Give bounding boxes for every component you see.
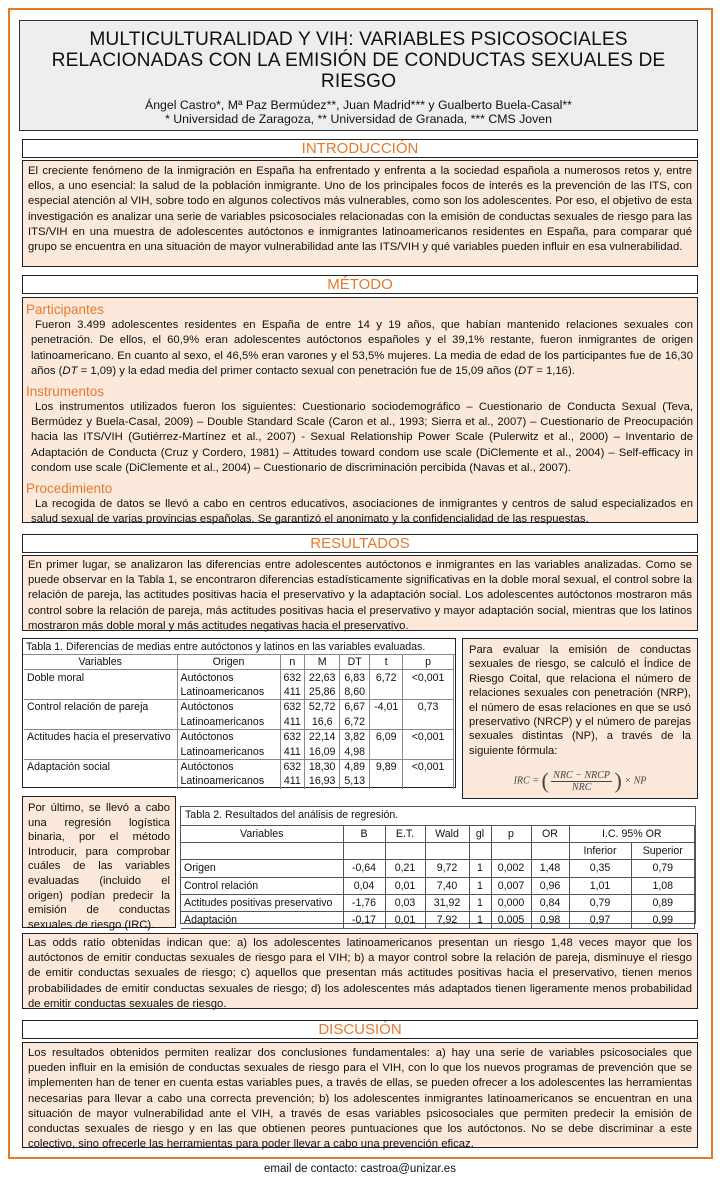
- table1-header-cell: t: [370, 655, 403, 670]
- table2-cell: Adaptación: [181, 911, 343, 928]
- table1-cell: Control relación de pareja: [24, 700, 177, 715]
- discussion-heading: DISCUSIÓN: [22, 1020, 698, 1039]
- table2-cell: Origen: [181, 860, 343, 877]
- table2-cell: 0,96: [531, 877, 569, 894]
- table1-cell: Autóctonos: [177, 670, 280, 685]
- table1-cell: Autóctonos: [177, 759, 280, 774]
- table1-cell: 22,14: [305, 729, 340, 744]
- table2-empty-cell: [343, 843, 385, 860]
- discussion-box: [22, 1042, 698, 1151]
- table2-empty-cell: [425, 843, 469, 860]
- odds-box: [22, 933, 698, 1009]
- results-heading: RESULTADOS: [22, 534, 698, 553]
- table1-cell: Latinoamericanos: [177, 774, 280, 788]
- table1-cell: Latinoamericanos: [177, 715, 280, 730]
- table2-cell: 0,89: [631, 894, 695, 911]
- table2-cell: 1,01: [569, 877, 631, 894]
- table1-row: [24, 774, 454, 788]
- table2-cell: 31,92: [425, 894, 469, 911]
- irc-box: [462, 638, 698, 799]
- table1-cell: <0,001: [403, 670, 454, 685]
- intro-text: El creciente fenómeno de la inmigración en España ha enfrentado y enfrenta a la sociedad española a numerosos retos y, entre ellos, a uno esencial: la salud de la población inmigrante. Uno de los principales focos de interés es la prevención de las ITS, con especial atención al VIH, sobre todo en algunos colectivos más vulnerables, como son los adolescentes. Por eso, el objetivo de esta investigación es analizar una serie de variables psicosociales relacionadas con la emisión de conductas sexuales de riesgo para las ITS/VIH en una muestra de adolescentes autóctonos e inmigrantes latinoamericanos residentes en España, para comparar qué grupo se encuentra en una situación de mayor vulnerabilidad ante las ITS/VIH y qué variables pueden influir en esa vulnerabilidad.: [28, 165, 692, 254]
- table2-cell: 1: [469, 894, 491, 911]
- intro-heading: INTRODUCCIÓN: [22, 139, 698, 158]
- table2-cell: 0,84: [531, 894, 569, 911]
- table2-empty-cell: [491, 843, 531, 860]
- table2-cell: 9,72: [425, 860, 469, 877]
- table1-cell: [403, 744, 454, 759]
- table2-row: [181, 911, 695, 928]
- table2-cell: 0,35: [569, 860, 631, 877]
- table1-cell: 5,13: [340, 774, 370, 788]
- table1-cell: [403, 685, 454, 700]
- participants-heading: Participantes: [26, 302, 105, 317]
- table2-cell: 0,98: [531, 911, 569, 928]
- table2-cell: 0,04: [343, 877, 385, 894]
- table1-cell: <0,001: [403, 759, 454, 774]
- table1-cell: [24, 744, 177, 759]
- table1-header-cell: Origen: [177, 655, 280, 670]
- table2-cell: 7,40: [425, 877, 469, 894]
- table1-box: [22, 638, 456, 788]
- table2-cell: Actitudes positivas preservativo: [181, 894, 343, 911]
- table1-cell: [403, 774, 454, 788]
- table2-row: [181, 877, 695, 894]
- table2-cell: 1: [469, 911, 491, 928]
- table1-header-cell: DT: [340, 655, 370, 670]
- table1-cell: Adaptación social: [24, 759, 177, 774]
- table2-header-cell: gl: [469, 826, 491, 843]
- table2-cell: 0,97: [569, 911, 631, 928]
- irc-formula: IRC = ( NRC − NRCP NRC ) × NP: [513, 768, 647, 794]
- table1-cell: Latinoamericanos: [177, 685, 280, 700]
- table2-cell: Control relación: [181, 877, 343, 894]
- table1-cell: Autóctonos: [177, 700, 280, 715]
- table1-cell: [370, 685, 403, 700]
- table1-cell: 22,63: [305, 670, 340, 685]
- affiliations: * Universidad de Zaragoza, ** Universidad de Granada, *** CMS Joven: [165, 112, 552, 126]
- table1-cell: 411: [280, 685, 305, 700]
- table2-row: [181, 860, 695, 877]
- title-block: [19, 20, 698, 131]
- table1-cell: Latinoamericanos: [177, 744, 280, 759]
- table1-row: [24, 685, 454, 700]
- table2-header-cell: B: [343, 826, 385, 843]
- table2-cell: -1,76: [343, 894, 385, 911]
- table1-cell: 411: [280, 774, 305, 788]
- table1-cell: 16,09: [305, 744, 340, 759]
- table1-header-cell: n: [280, 655, 305, 670]
- table2-cell: -0,17: [343, 911, 385, 928]
- table1-header-cell: Variables: [24, 655, 177, 670]
- table1-cell: 16,6: [305, 715, 340, 730]
- table2-header-cell: I.C. 95% OR: [569, 826, 695, 843]
- table1-cell: [403, 715, 454, 730]
- poster-title: MULTICULTURALIDAD Y VIH: VARIABLES PSICOSOCIALES RELACIONADAS CON LA EMISIÓN DE CONDUCTAS SEXUALES DE RIESGO: [51, 29, 666, 92]
- table1-cell: [370, 715, 403, 730]
- table2-cell: 7,92: [425, 911, 469, 928]
- table1: [24, 655, 454, 789]
- table2-cell: 1: [469, 877, 491, 894]
- results-intro-box: [22, 555, 698, 631]
- table1-cell: 411: [280, 715, 305, 730]
- table1-cell: 632: [280, 700, 305, 715]
- table2-cell: 0,21: [385, 860, 425, 877]
- table1-cell: 8,60: [340, 685, 370, 700]
- table2-header-cell: Variables: [181, 826, 343, 843]
- table1-cell: 4,98: [340, 744, 370, 759]
- table2-empty-cell: [181, 843, 343, 860]
- intro-box: [22, 160, 698, 267]
- table1-cell: 6,72: [340, 715, 370, 730]
- table2-header-cell: OR: [531, 826, 569, 843]
- table2-cell: 1,08: [631, 877, 695, 894]
- irc-text: Para evaluar la emisión de conductas sexuales de riesgo, se calculó el Índice de Riesgo Coital, que relaciona el número de relaciones sexuales con penetración (NRP), el número de esas relaciones en que se usó preservativo (NRCP) y el número de parejas sexuales distintas (NP), a través de la siguiente fórmula:: [469, 644, 691, 757]
- table1-cell: 0,73: [403, 700, 454, 715]
- table2-cell: 0,000: [491, 894, 531, 911]
- table1-cell: 632: [280, 670, 305, 685]
- table1-cell: 9,89: [370, 759, 403, 774]
- table1-header-cell: M: [305, 655, 340, 670]
- table1-cell: 632: [280, 759, 305, 774]
- table1-cell: Actitudes hacia el preservativo: [24, 729, 177, 744]
- table2-cell: 0,01: [385, 877, 425, 894]
- table1-cell: Doble moral: [24, 670, 177, 685]
- table2-empty-cell: [469, 843, 491, 860]
- regression-box: [22, 796, 176, 931]
- table1-cell: 6,67: [340, 700, 370, 715]
- odds-text: Las odds ratio obtenidas indican que: a) los adolescentes latinoamericanos presentan un riesgo 1,48 veces mayor que los autóctonos de emitir conductas sexuales de riesgo para el VIH; b) a mayor control sobre la relación de pareja, disminuye el riesgo de emitir conductas sexuales de riesgo; c) aquellos que presentan más actitudes positivas hacia el preservativo, tienen menos probabilidades de emitir conductas sexuales de riesgo; d) los adolescentes más adaptados tienen ligeramente menos probabilidad de emitir conductas sexuales de riesgo.: [28, 937, 692, 1010]
- table1-cell: [370, 774, 403, 788]
- table1-cell: -4,01: [370, 700, 403, 715]
- table2-header-cell: E.T.: [385, 826, 425, 843]
- procedure-heading: Procedimiento: [26, 480, 113, 496]
- table1-cell: 6,09: [370, 729, 403, 744]
- table1-header-cell: p: [403, 655, 454, 670]
- table1-row: [24, 715, 454, 730]
- table2-cell: 1,48: [531, 860, 569, 877]
- table1-cell: [24, 774, 177, 788]
- table2-cell: -0,64: [343, 860, 385, 877]
- table1-cell: 25,86: [305, 685, 340, 700]
- table2-cell: 0,01: [385, 911, 425, 928]
- table1-cell: [24, 685, 177, 700]
- table1-cell: 18,30: [305, 759, 340, 774]
- table1-cell: Autóctonos: [177, 729, 280, 744]
- table2-empty-cell: [385, 843, 425, 860]
- participants-text: Fueron 3.499 adolescentes residentes en España de entre 14 y 19 años, que habían mantenido relaciones sexuales con penetración. De ellos, el 60,9% eran adolescentes autóctonos españoles y el 39,1% restante, fueron inmigrantes de origen latinoamericano. En cuanto al sexo, el 46,5% eran varones y el 53,5% mujeres. La media de edad de los participantes fue de 16,30 años (DT = 1,09) y la edad media del primer contacto sexual con penetración fue de 15,09 años (DT = 1,16).: [31, 319, 693, 378]
- table2-cell: 0,005: [491, 911, 531, 928]
- table2-subheader-cell: Superior: [631, 843, 695, 860]
- procedure-text: La recogida de datos se llevó a cabo en centros educativos, asociaciones de inmigrantes y centros de salud especializados en salud sexual de varias provincias españolas. Se garantizó el anonimato y la confidencialidad de las respuestas.: [31, 497, 693, 526]
- table2-cell: 0,99: [631, 911, 695, 928]
- table2-subheader-cell: Inferior: [569, 843, 631, 860]
- method-heading: MÉTODO: [22, 275, 698, 294]
- table2-cell: 0,007: [491, 877, 531, 894]
- table2-cell: 0,79: [569, 894, 631, 911]
- table2: [181, 826, 695, 929]
- table2-box: [180, 806, 696, 927]
- table2-cell: 1: [469, 860, 491, 877]
- table2-cell: 0,002: [491, 860, 531, 877]
- table2-cell: 0,79: [631, 860, 695, 877]
- table2-row: [181, 894, 695, 911]
- regression-text: Por último, se llevó a cabo una regresión logística binaria, por el método Introducir, para comprobar cuáles de las variables evaluadas (incluido el origen) podían predecir la emisión de conductas sexuales de riesgo (IRC).: [28, 802, 170, 931]
- table1-cell: 411: [280, 744, 305, 759]
- table2-empty-cell: [531, 843, 569, 860]
- table1-cell: 632: [280, 729, 305, 744]
- table2-header-cell: Wald: [425, 826, 469, 843]
- table1-row: [24, 729, 454, 744]
- table1-cell: 6,83: [340, 670, 370, 685]
- table1-cell: <0,001: [403, 729, 454, 744]
- table1-row: [24, 759, 454, 774]
- table1-cell: 52,72: [305, 700, 340, 715]
- instruments-heading: Instrumentos: [26, 383, 105, 399]
- discussion-text: Los resultados obtenidos permiten realizar dos conclusiones fundamentales: a) hay una serie de variables psicosociales que pueden influir en la emisión de conductas sexuales de riesgo para el VIH, con lo que los nuevos programas de prevención que se implementen han de tener en cuenta estas variables pues, a través de ellas, se pueden ofrecer a los adolescentes las herramientas necesarias para llevar a cabo una correcta prevención; b) los adolescentes inmigrantes latinoamericanos se encuentran en una situación de mayor vulnerabilidad ante el VIH, a través de esas variables psicosociales que permiten predecir la emisión de conductas sexuales de riesgo y en las que obtienen peores puntuaciones que los autóctonos. No se debe discriminar a este colectivo, sino ofrecerle las herramientas para poder llevar a cabo una prevención eficaz.: [28, 1047, 692, 1151]
- table2-cell: 0,03: [385, 894, 425, 911]
- table1-cell: 16,93: [305, 774, 340, 788]
- table1-cell: 4,89: [340, 759, 370, 774]
- table2-header-cell: p: [491, 826, 531, 843]
- table1-row: [24, 744, 454, 759]
- table1-cell: [24, 715, 177, 730]
- table1-cell: 6,72: [370, 670, 403, 685]
- table1-cell: 3,82: [340, 729, 370, 744]
- table1-row: [24, 670, 454, 685]
- table1-row: [24, 700, 454, 715]
- authors: Ángel Castro*, Mª Paz Bermúdez**, Juan Madrid*** y Gualberto Buela-Casal**: [145, 98, 572, 112]
- table1-caption: Tabla 1. Diferencias de medias entre autóctonos y latinos en las variables evaluadas.: [23, 639, 455, 655]
- instruments-text: Los instrumentos utilizados fueron los siguientes: Cuestionario sociodemográfico – Cuestionario de Conducta Sexual (Teva, Bermúdez y Buela-Casal, 2009) – Double Standard Scale (Caron et al., 1993; Sierra et al., 2007) – Cuestionario de Preocupación hacia las ITS/VIH (Gutiérrez-Martínez et al., 2007) - Sexual Relationship Power Scale (Pulerwitz et al., 2000) – Inventario de Adaptación de Conducta (Cruz y Cordero, 1981) – Attitudes toward condom use scale (DiClemente et al., 2004) – Self-efficacy in condom use scale (DiClemente et al., 2004) – Cuestionario de discriminación percibida (Navas et al., 2007).: [31, 400, 693, 475]
- table2-caption: Tabla 2. Resultados del análisis de regresión.: [181, 807, 695, 826]
- results-intro-text: En primer lugar, se analizaron las diferencias entre adolescentes autóctonos e inmigrantes en las variables analizadas. Como se puede observar en la Tabla 1, se encontraron diferencias estadísticamente significativas en la doble moral sexual, el control sobre la relación de pareja, las actitudes positivas hacia el preservativo y la adaptación social. Los adolescentes autóctonos mostraron más control sobre la relación de pareja, más actitudes positivas hacia el preservativo y mayor adaptación social, mientras que los latinos mostraron más doble moral y más actitudes negativas hacia el preservativo.: [28, 559, 692, 632]
- contact-email: email de contacto: castroa@unizar.es: [264, 1163, 456, 1175]
- method-box: [22, 297, 698, 526]
- table1-cell: [370, 744, 403, 759]
